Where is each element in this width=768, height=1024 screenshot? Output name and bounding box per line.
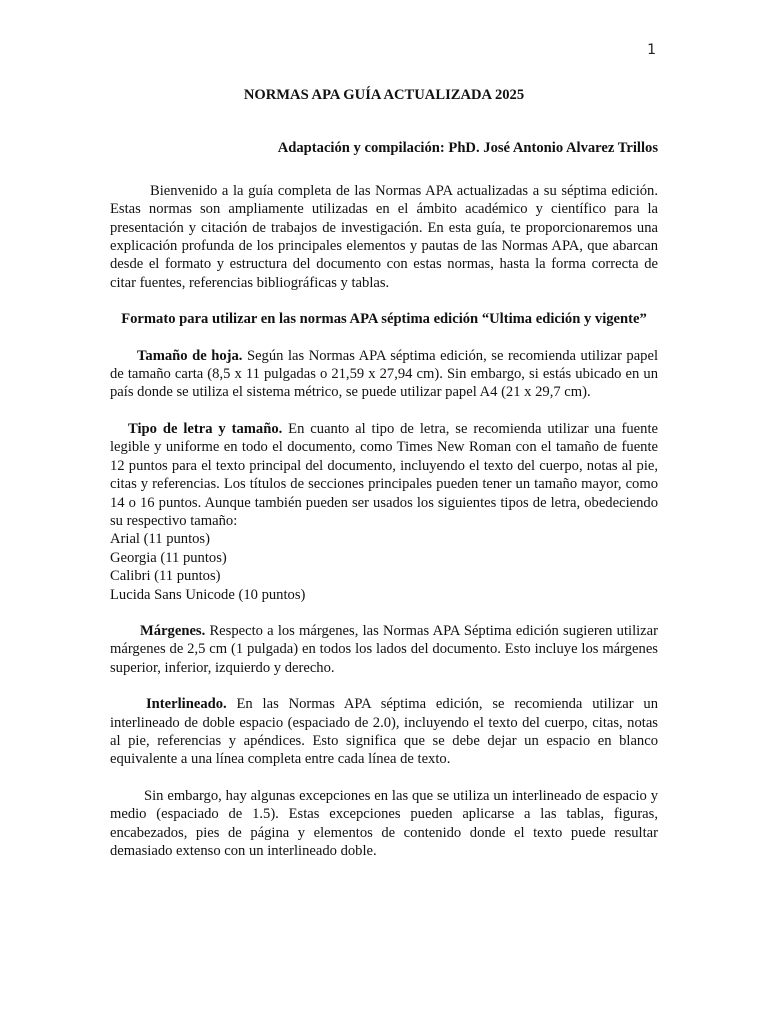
spacing-lead: Interlineado.	[146, 696, 227, 713]
font-list-item: Georgia (11 puntos)	[110, 549, 227, 566]
exceptions-paragraph: Sin embargo, hay algunas excepciones en las que se utiliza un interlineado de espacio y medio (espaciado de 1.5). Estas excepciones pueden aplicarse a las tablas, figuras, encabezados, pies de página y elementos de contenido donde el texto puede resultar demasiado extenso con un interlineado doble.	[110, 787, 658, 859]
paper-size-paragraph	[110, 347, 658, 402]
intro-paragraph: Bienvenido a la guía completa de las Normas APA actualizadas a su séptima edición. Estas normas son ampliamente utilizadas en el ámbito académico y científico para la presentación y citación de trabajos de investigación. En esta guía, te proporcionaremos una explicación profunda de los principales elementos y pautas de las Normas APA, que abarcan desde el formato y estructura del documento con estas normas, hasta la forma correcta de citar fuentes, referencias bibliográficas y tablas.	[110, 182, 658, 291]
font-list-item: Lucida Sans Unicode (10 puntos)	[110, 586, 306, 603]
spacing-paragraph	[110, 695, 658, 769]
page-number: 1	[647, 42, 656, 58]
font-list	[110, 530, 658, 604]
document-title: NORMAS APA GUÍA ACTUALIZADA 2025	[243, 87, 525, 103]
paper-size-text: Según las Normas APA séptima edición, se recomienda utilizar papel de tamaño carta (8,5 x 11 pulgadas o 21,59 x 27,94 cm). Sin embargo, si estás ubicado en un país donde se utiliza el sistema métrico, se puede utilizar papel A4 (21 x 29,7 cm).	[110, 347, 659, 401]
margins-lead: Márgenes.	[140, 622, 206, 639]
document-body	[110, 86, 658, 860]
author-line: Adaptación y compilación: PhD. José Antonio Alvarez Trillos	[277, 140, 658, 157]
section-heading: Formato para utilizar en las normas APA séptima edición “Ultima edición y vigente”	[121, 311, 647, 328]
font-list-item: Arial (11 puntos)	[110, 531, 210, 548]
spacing-text: En las Normas APA séptima edición, se recomienda utilizar un interlineado de doble espacio (espaciado de 2.0), incluyendo el texto del cuerpo, citas, notas al pie, referencias y apéndices. Esto significa que se debe dejar un espacio en blanco equivalente a una línea completa entre cada línea de texto.	[110, 696, 658, 768]
paper-size-lead: Tamaño de hoja.	[137, 347, 243, 364]
margins-paragraph	[110, 622, 658, 677]
margins-text: Respecto a los márgenes, las Normas APA Séptima edición sugieren utilizar márgenes de 2,5 cm (1 pulgada) en todos los lados del documento. Esto incluye los márgenes superior, inferior, izquierdo y derecho.	[110, 622, 658, 676]
font-type-lead: Tipo de letra y tamaño.	[128, 420, 283, 437]
font-type-paragraph	[110, 420, 658, 530]
font-list-item: Calibri (11 puntos)	[110, 568, 221, 585]
font-type-text: En cuanto al tipo de letra, se recomienda utilizar una fuente legible y uniforme en todo el documento, como Times New Roman con el tamaño de fuente 12 puntos para el texto principal del documento, incluyendo el texto del cuerpo, notas al pie, citas y referencias. Los títulos de secciones principales pueden tener un tamaño mayor, como 14 o 16 puntos. Aunque también pueden ser usados los siguientes tipos de letra, obedeciendo su respectivo tamaño:	[110, 420, 658, 529]
